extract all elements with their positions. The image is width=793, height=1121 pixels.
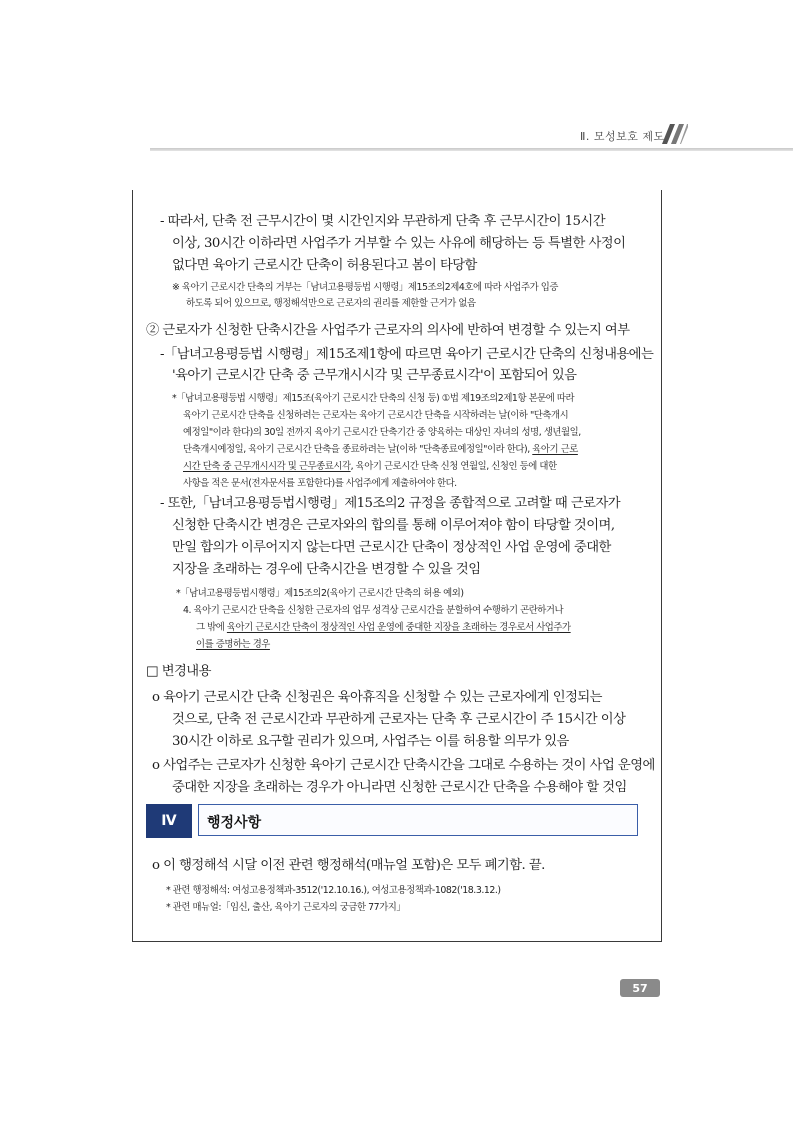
change-heading: □ 변경내용 — [146, 664, 211, 679]
paragraph-line: o 이 행정해석 시달 이전 관련 행정해석(매뉴얼 포함)은 모두 폐기함. 끝. — [152, 858, 545, 873]
statute-line — [183, 441, 578, 455]
underlined-text: 육아기 근로시간 단축이 정상적인 사업 운영에 중대한 지장을 초래하는 경우로서 사업주가 — [226, 622, 571, 633]
paragraph-line: -「남녀고용평등법 시행령」제15조제1항에 따르면 육아기 근로시간 단축의 신청내용에는 — [160, 347, 654, 362]
paragraph-line: 만일 합의가 이루어지지 않는다면 근로시간 단축이 정상적인 사업 운영에 중대한 — [172, 540, 611, 555]
statute-line — [183, 458, 557, 472]
section-number-badge: Ⅳ — [146, 804, 192, 838]
paragraph-line: o 육아기 근로시간 단축 신청권은 육아휴직을 신청할 수 있는 근로자에게 인정되는 — [152, 690, 602, 705]
reference-line: * 관련 매뉴얼:「임신, 출산, 육아기 근로자의 궁금한 77가지」 — [166, 902, 406, 913]
statute-line: *「남녀고용평등법 시행령」제15조(육아기 근로시간 단축의 신청 등) ①법 제19조의2제1항 본문에 따라 — [172, 393, 575, 404]
statute-line: 사항을 적은 문서(전자문서를 포함한다)를 사업주에게 제출하여야 한다. — [183, 478, 457, 489]
statute-text: 단축개시예정일, 육아기 근로시간 단축을 종료하려는 날(이하 "단축종료예정일"이라 한다), — [183, 444, 533, 455]
paragraph-line: 없다면 육아기 근로시간 단축이 허용된다고 봄이 타당함 — [172, 258, 477, 273]
reference-line: * 관련 행정해석: 여성고용정책과-3512('12.10.16.), 여성고용정책과-1082('18.3.12.) — [166, 885, 501, 896]
statute-line: 육아기 근로시간 단축을 신청하려는 근로자는 육아기 근로시간 단축을 시작하려는 날(이하 "단축개시 — [183, 410, 569, 421]
statute-line: 이를 증명하는 경우 — [196, 639, 270, 650]
statute-line: 4. 육아기 근로시간 단축을 신청한 근로자의 업무 성격상 근로시간을 분할하여 수행하기 곤란하거나 — [183, 605, 564, 616]
underlined-text: 육아기 근로 — [532, 444, 578, 455]
note-line: 하도록 되어 있으므로, 행정해석만으로 근로자의 권리를 제한할 근거가 없음 — [186, 298, 476, 309]
header-divider — [150, 148, 793, 151]
paragraph-line: 30시간 이하로 요구할 권리가 있으며, 사업주는 이를 허용할 의무가 있음 — [172, 734, 569, 749]
note-line: ※ 육아기 근로시간 단축의 거부는「남녀고용평등법 시행령」제15조의2제4호에 따라 사업주가 입증 — [172, 282, 558, 293]
question-heading: ② 근로자가 신청한 단축시간을 사업주가 근로자의 의사에 반하여 변경할 수 있는지 여부 — [146, 323, 630, 338]
header-slash-decoration — [662, 124, 688, 144]
paragraph-line: 중대한 지장을 초래하는 경우가 아니라면 신청한 근로시간 단축을 수용해야 할 것임 — [172, 780, 627, 795]
page-number: 57 — [620, 979, 660, 997]
paragraph-line: - 또한,「남녀고용평등법시행령」제15조의2 규정을 종합적으로 고려할 때 근로자가 — [160, 496, 621, 511]
paragraph-line: o 사업주는 근로자가 신청한 육아기 근로시간 단축시간을 그대로 수용하는 것이 사업 운영에 — [152, 758, 655, 773]
statute-line: 예정일"이라 한다)의 30일 전까지 육아기 근로시간 단축기간 중 양육하는 대상인 자녀의 성명, 생년월일, — [183, 427, 581, 438]
paragraph-line: 지장을 초래하는 경우에 단축시간을 변경할 수 있을 것임 — [172, 562, 481, 577]
statute-line: *「남녀고용평등법시행령」제15조의2(육아기 근로시간 단축의 허용 예외) — [176, 588, 464, 599]
paragraph-line: 것으로, 단축 전 근로시간과 무관하게 근로자는 단축 후 근로시간이 주 15시간 이상 — [172, 712, 626, 727]
paragraph-line: 이상, 30시간 이하라면 사업주가 거부할 수 있는 사유에 해당하는 등 특별한 사정이 — [172, 236, 626, 251]
statute-text: , 육아기 근로시간 단축 신청 연월일, 신청인 등에 대한 — [350, 461, 557, 472]
statute-text: 그 밖에 — [196, 622, 227, 633]
paragraph-line: - 따라서, 단축 전 근무시간이 몇 시간인지와 무관하게 단축 후 근무시간이 15시간 — [160, 214, 606, 229]
section-title: 행정사항 — [198, 804, 638, 836]
paragraph-line: 신청한 단축시간 변경은 근로자와의 합의를 통해 이루어져야 함이 타당할 것이며, — [172, 518, 615, 533]
paragraph-line: '육아기 근로시간 단축 중 근무개시시각 및 근무종료시각'이 포함되어 있음 — [172, 368, 577, 383]
header-section-title: Ⅱ. 모성보호 제도 — [580, 130, 665, 143]
section-heading — [146, 804, 646, 838]
underlined-text: 시간 단축 중 근무개시시각 및 근무종료시각 — [183, 461, 351, 472]
statute-line — [196, 619, 571, 633]
